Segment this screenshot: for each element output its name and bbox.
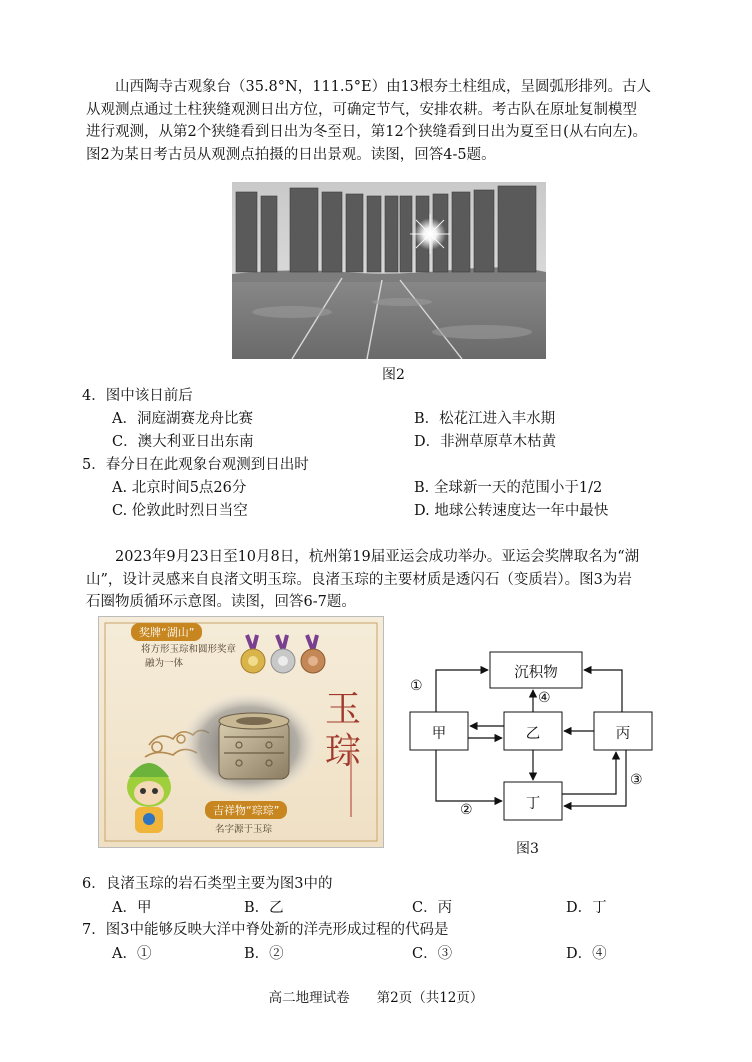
intro1-line: 山西陶寺古观象台（35.8°N，111.5°E）由13根夯土柱组成，呈圆弧形排列。古人 — [115, 79, 652, 95]
intro1-line: 进行观测，从第2个狭缝看到日出为冬至日，第12个狭缝看到日出为夏至日(从右向左)。 — [86, 124, 647, 141]
arrow-label-1: ① — [410, 678, 423, 694]
question-7-option-a[interactable]: A．① — [112, 946, 152, 962]
question-4-stem: 4．图中该日前后 — [82, 388, 193, 404]
question-6-option-d[interactable]: D．丁 — [566, 900, 607, 916]
question-6-option-b[interactable]: B．乙 — [244, 900, 284, 916]
arrow-label-2: ② — [460, 802, 473, 818]
intro1-line: 图2为某日考古员从观测点拍摄的日出景观。读图，回答4-5题。 — [86, 146, 496, 163]
intro2-line: 石圈物质循环示意图。读图，回答6-7题。 — [86, 594, 356, 611]
asian-games-poster — [98, 616, 384, 848]
mascot-tag: 吉祥物“琮琮” — [205, 801, 287, 819]
box-bing-label: 丙 — [615, 726, 631, 742]
box-sediment-label: 沉积物 — [514, 665, 558, 681]
box-yi-label: 乙 — [525, 726, 541, 742]
question-7-stem: 7．图3中能够反映大洋中脊处新的洋壳形成过程的代码是 — [82, 922, 449, 938]
question-7-option-c[interactable]: C．③ — [412, 946, 453, 962]
question-6-option-a[interactable]: A．甲 — [112, 900, 152, 916]
question-6-stem: 6．良渚玉琮的岩石类型主要为图3中的 — [82, 876, 333, 892]
arrow-label-4: ④ — [538, 690, 551, 706]
poster-title-char-2: 琮 — [325, 731, 362, 772]
figure-3-rock-cycle — [404, 648, 662, 824]
box-ding-label: 丁 — [525, 796, 541, 812]
box-jia-label: 甲 — [431, 726, 447, 742]
figure-2-photo — [232, 182, 546, 359]
question-4-option-b[interactable]: B．松花江进入丰水期 — [414, 411, 556, 427]
question-6-option-c[interactable]: C．丙 — [412, 900, 453, 916]
figure-3-caption: 图3 — [516, 841, 539, 857]
intro2-line: 山”，设计灵感来自良渚文明玉琮。良渚玉琮的主要材质是透闪石（变质岩）。图3为岩 — [86, 571, 632, 588]
jade-cong-image — [219, 713, 289, 779]
page-footer: 高二地理试卷 第2页（共12页） — [268, 990, 484, 1006]
arrow-label-3: ③ — [630, 772, 643, 788]
intro-paragraph-2 — [86, 546, 678, 614]
poster-title-char-1: 玉 — [325, 689, 362, 730]
question-4-option-a[interactable]: A．洞庭湖赛龙舟比赛 — [112, 411, 253, 427]
question-5-option-c[interactable]: C. 伦敦此时烈日当空 — [112, 503, 248, 519]
mascot-desc: 名字源于玉琮 — [215, 824, 273, 835]
intro2-line: 2023年9月23日至10月8日，杭州第19届亚运会成功举办。亚运会奖牌取名为“湖 — [115, 549, 640, 565]
question-4-option-d[interactable]: D．非洲草原草木枯黄 — [414, 434, 557, 450]
question-5-option-d[interactable]: D. 地球公转速度达一年中最快 — [414, 503, 609, 519]
question-5-stem: 5．春分日在此观象台观测到日出时 — [82, 457, 309, 473]
intro1-line: 从观测点通过土柱狭缝观测日出方位，可确定节气，安排农耕。考古队在原址复制模型 — [86, 101, 637, 118]
question-7-option-b[interactable]: B．② — [244, 946, 284, 962]
question-4-option-c[interactable]: C．澳大利亚日出东南 — [112, 434, 254, 450]
figure-2-caption: 图2 — [382, 367, 405, 383]
intro-paragraph-1 — [86, 76, 678, 166]
question-7-option-d[interactable]: D．④ — [566, 946, 607, 962]
question-5-option-a[interactable]: A. 北京时间5点26分 — [112, 480, 247, 496]
medal-desc-line-1: 将方形玉琮和圆形奖章 — [141, 644, 237, 655]
question-5-option-b[interactable]: B. 全球新一天的范围小于1/2 — [414, 480, 603, 496]
medal-desc-line-2: 融为一体 — [145, 658, 184, 669]
medal-tag: 奖牌“湖山” — [131, 623, 202, 641]
